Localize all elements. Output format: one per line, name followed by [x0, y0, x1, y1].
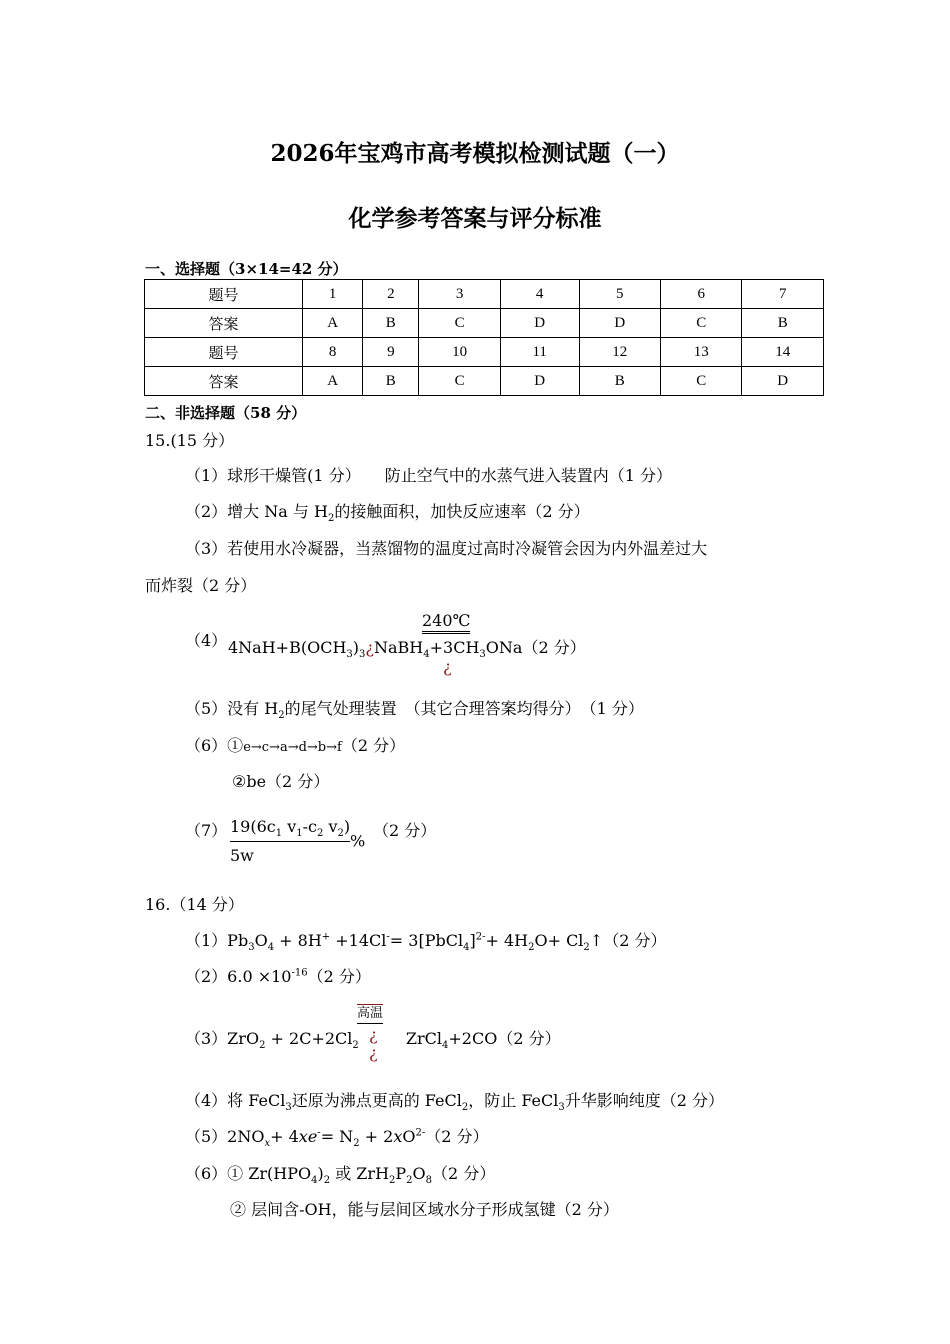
page-title: 2026年宝鸡市高考模拟检测试题（一） [270, 140, 680, 167]
q16-answer-5: $(5)2NO_x+ 4xe^-= N_2 + 2xO^{2-}(2$ 分） [185, 1127, 489, 1150]
q16-heading: 16.（14 分） [145, 895, 244, 914]
table-row-header: 题号 [145, 338, 303, 367]
q16-answer-3: $(3)ZrO_2 + 2C+2Cl_2$ ZrCl$_4$+2CO（2 分） [185, 1029, 561, 1052]
q15-answer-5: （5）没有 $H_2$的尾气处理装置 （其它合理答案均得分） （1 分） [185, 699, 644, 722]
table-row-header: 题号 [145, 280, 303, 309]
section-heading-choice: 一、选择题（3×14=42 分） [145, 260, 348, 278]
table-cell: A [302, 309, 362, 338]
q15-answer-6b: ②be（2 分） [232, 772, 330, 791]
q15-answer-3a: （3）若使用水冷凝器，当蒸馏物的温度过高时冷凝管会因为内外温差过大 [185, 539, 708, 558]
table-cell: 11 [500, 338, 579, 367]
q15-answer-6a: （6）①e→c→a→d→b→f（2 分） [185, 736, 406, 755]
q15-answer-2: （2）增大 Na 与 $H_2$的接触面积，加快反应速率（2 分） [185, 502, 590, 525]
table-cell: D [500, 367, 579, 396]
equation-glyph-below: ¿ [443, 657, 452, 676]
table-cell: C [419, 309, 500, 338]
q16-answer-2: $(2)6.0 \times 10^{-16}(2$ 分） [185, 967, 371, 986]
q15-answer-7-score: （2 分） [373, 821, 437, 840]
section-heading-nonchoice: 二、非选择题（58 分） [145, 404, 307, 422]
q15-heading: 15.(15 分） [145, 431, 235, 450]
q15-answer-1: （1）球形干燥管(1 分） 防止空气中的水蒸气进入装置内（1 分） [185, 466, 672, 485]
table-row [145, 338, 824, 367]
table-cell: 1 [302, 280, 362, 309]
table-cell: 3 [419, 280, 500, 309]
table-row-header: 答案 [145, 367, 303, 396]
table-cell: 8 [302, 338, 362, 367]
table-cell: 6 [660, 280, 741, 309]
reaction-condition-high-temp: 高温 [357, 1004, 383, 1024]
table-cell: B [579, 367, 660, 396]
q15-answer-3b: 而炸裂（2 分） [145, 576, 257, 595]
table-cell: C [419, 367, 500, 396]
table-row [145, 309, 824, 338]
table-row-header: 答案 [145, 309, 303, 338]
q16-answer-1: $(1)Pb_3O_4 + 8H^+ +14Cl^-=$ 3[PbCl$_4$]$^{2-}$+ $4H_2O+$ $Cl_2↑(2$ 分） [185, 931, 667, 954]
table-cell: D [742, 367, 824, 396]
q15-equation-4: $4NaH+B(OCH_3)_3¿NaBH_4+3CH_3ONa(2$ 分） [228, 638, 586, 661]
q15-answer-7-label: （7） [185, 821, 228, 840]
table-cell: 5 [579, 280, 660, 309]
answer-table [144, 279, 824, 396]
table-cell: 10 [419, 338, 500, 367]
table-cell: D [500, 309, 579, 338]
table-cell: 14 [742, 338, 824, 367]
q16-answer-6a: （6）① $Zr(HPO_4)_2$ 或 $ZrH_2P_2O_8(2$ 分） [185, 1164, 496, 1187]
table-cell: 12 [579, 338, 660, 367]
table-cell: 13 [660, 338, 741, 367]
table-cell: 9 [363, 338, 419, 367]
q15-fraction-7: $\frac{19(6c_1 v_1-c_2 v_2)}{5w}$ % [230, 817, 366, 866]
table-cell: 7 [742, 280, 824, 309]
table-cell: 4 [500, 280, 579, 309]
table-cell: D [579, 309, 660, 338]
reaction-condition-240c: 240℃ [422, 611, 470, 634]
table-row [145, 280, 824, 309]
table-cell: B [363, 309, 419, 338]
equation-glyph-1: ¿ [369, 1025, 378, 1044]
table-row [145, 367, 824, 396]
table-cell: C [660, 309, 741, 338]
table-cell: B [363, 367, 419, 396]
table-cell: A [302, 367, 362, 396]
q16-answer-6b: ② 层间含-OH，能与层间区域水分子形成氢键（2 分） [230, 1200, 619, 1219]
table-cell: 2 [363, 280, 419, 309]
table-cell: B [742, 309, 824, 338]
equation-glyph-2: ¿ [369, 1043, 378, 1062]
page-subtitle: 化学参考答案与评分标准 [348, 205, 602, 232]
q16-answer-4: （4）将 FeCl$_3$还原为沸点更高的 FeCl$_2$，防止 FeCl$_3$升华影响纯度（2 分） [185, 1091, 725, 1114]
q15-answer-4-label: （4） [185, 631, 228, 650]
table-cell: C [660, 367, 741, 396]
